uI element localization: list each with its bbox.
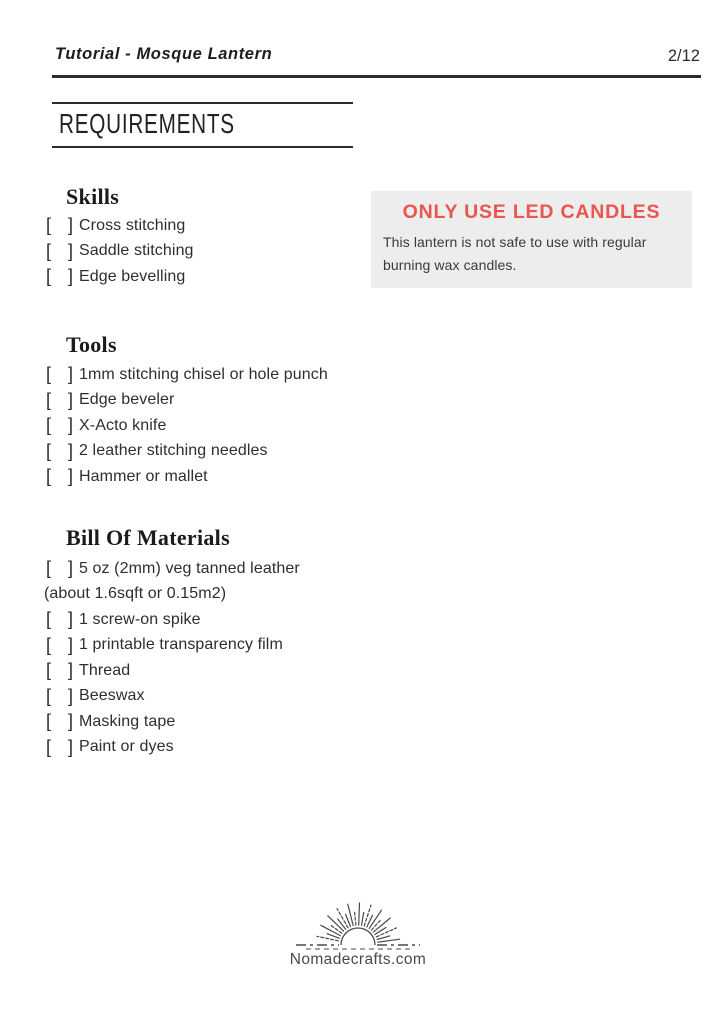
list-item-label: Edge beveler <box>79 391 175 409</box>
list-item <box>46 264 194 290</box>
checkbox-icon: [ ] <box>46 558 80 579</box>
list-item-label: Beeswax <box>79 687 145 705</box>
checkbox-icon: [ ] <box>46 364 80 385</box>
list-item <box>46 362 328 388</box>
requirements-rule-top <box>52 102 353 104</box>
checkbox-icon: [ ] <box>46 389 80 410</box>
list-item-label: X-Acto knife <box>79 416 167 434</box>
warning-body-line1: This lantern is not safe to use with regular <box>383 234 647 250</box>
list-item-label: 2 leather stitching needles <box>79 442 268 460</box>
list-item-label: Cross stitching <box>79 216 186 234</box>
skills-heading: Skills <box>66 184 120 209</box>
list-item-label: Saddle stitching <box>79 242 194 260</box>
list-item <box>46 213 194 239</box>
footer-website: Nomadecrafts.com <box>289 951 427 968</box>
tools-list <box>46 362 328 490</box>
list-item-label: Edge bevelling <box>79 267 186 285</box>
checkbox-icon: [ ] <box>46 440 80 461</box>
list-item <box>46 658 300 684</box>
checkbox-icon: [ ] <box>46 609 80 630</box>
checkbox-icon: [ ] <box>46 685 80 706</box>
bill-of-materials-list <box>46 556 300 760</box>
list-item-label: 1 screw-on spike <box>79 610 201 628</box>
list-item <box>46 464 328 490</box>
list-item <box>46 633 300 659</box>
list-item-label: Thread <box>79 661 131 679</box>
checkbox-icon: [ ] <box>46 466 80 487</box>
document-title: Tutorial - Mosque Lantern <box>55 45 273 63</box>
list-item <box>46 607 300 633</box>
checkbox-icon: [ ] <box>46 711 80 732</box>
list-item <box>46 735 300 761</box>
skills-list <box>46 213 194 290</box>
page-number: 2/12 <box>667 47 700 65</box>
list-item-label: Masking tape <box>79 712 176 730</box>
warning-callout <box>371 191 692 288</box>
checkbox-icon: [ ] <box>46 415 80 436</box>
requirements-rule-bottom <box>52 146 353 148</box>
list-item <box>46 684 300 710</box>
list-item-label: 1 printable transparency film <box>79 636 283 654</box>
sunrise-logo-icon <box>292 898 424 954</box>
checkbox-icon: [ ] <box>46 634 80 655</box>
checkbox-icon: [ ] <box>46 266 80 287</box>
tools-heading: Tools <box>66 332 117 357</box>
list-item <box>46 439 328 465</box>
checkbox-icon: [ ] <box>46 215 80 236</box>
bill-of-materials-heading: Bill Of Materials <box>66 525 230 550</box>
list-item <box>46 556 300 582</box>
list-item <box>46 709 300 735</box>
page-section-title: REQUIREMENTS <box>59 108 235 139</box>
list-item-label: Hammer or mallet <box>79 467 208 485</box>
list-item-label: (about 1.6sqft or 0.15m2) <box>44 585 227 603</box>
checkbox-icon: [ ] <box>46 240 80 261</box>
checkbox-icon: [ ] <box>46 660 80 681</box>
list-item-continuation <box>46 582 300 608</box>
header-rule <box>52 75 701 78</box>
list-item <box>46 413 328 439</box>
warning-body <box>371 231 692 277</box>
warning-title: ONLY USE LED CANDLES <box>402 201 661 223</box>
checkbox-icon: [ ] <box>46 736 80 757</box>
list-item-label: 1mm stitching chisel or hole punch <box>79 365 328 383</box>
list-item <box>46 239 194 265</box>
list-item-label: Paint or dyes <box>79 738 174 756</box>
list-item-label: 5 oz (2mm) veg tanned leather <box>79 559 300 577</box>
list-item <box>46 388 328 414</box>
warning-body-line2: burning wax candles. <box>383 257 517 273</box>
